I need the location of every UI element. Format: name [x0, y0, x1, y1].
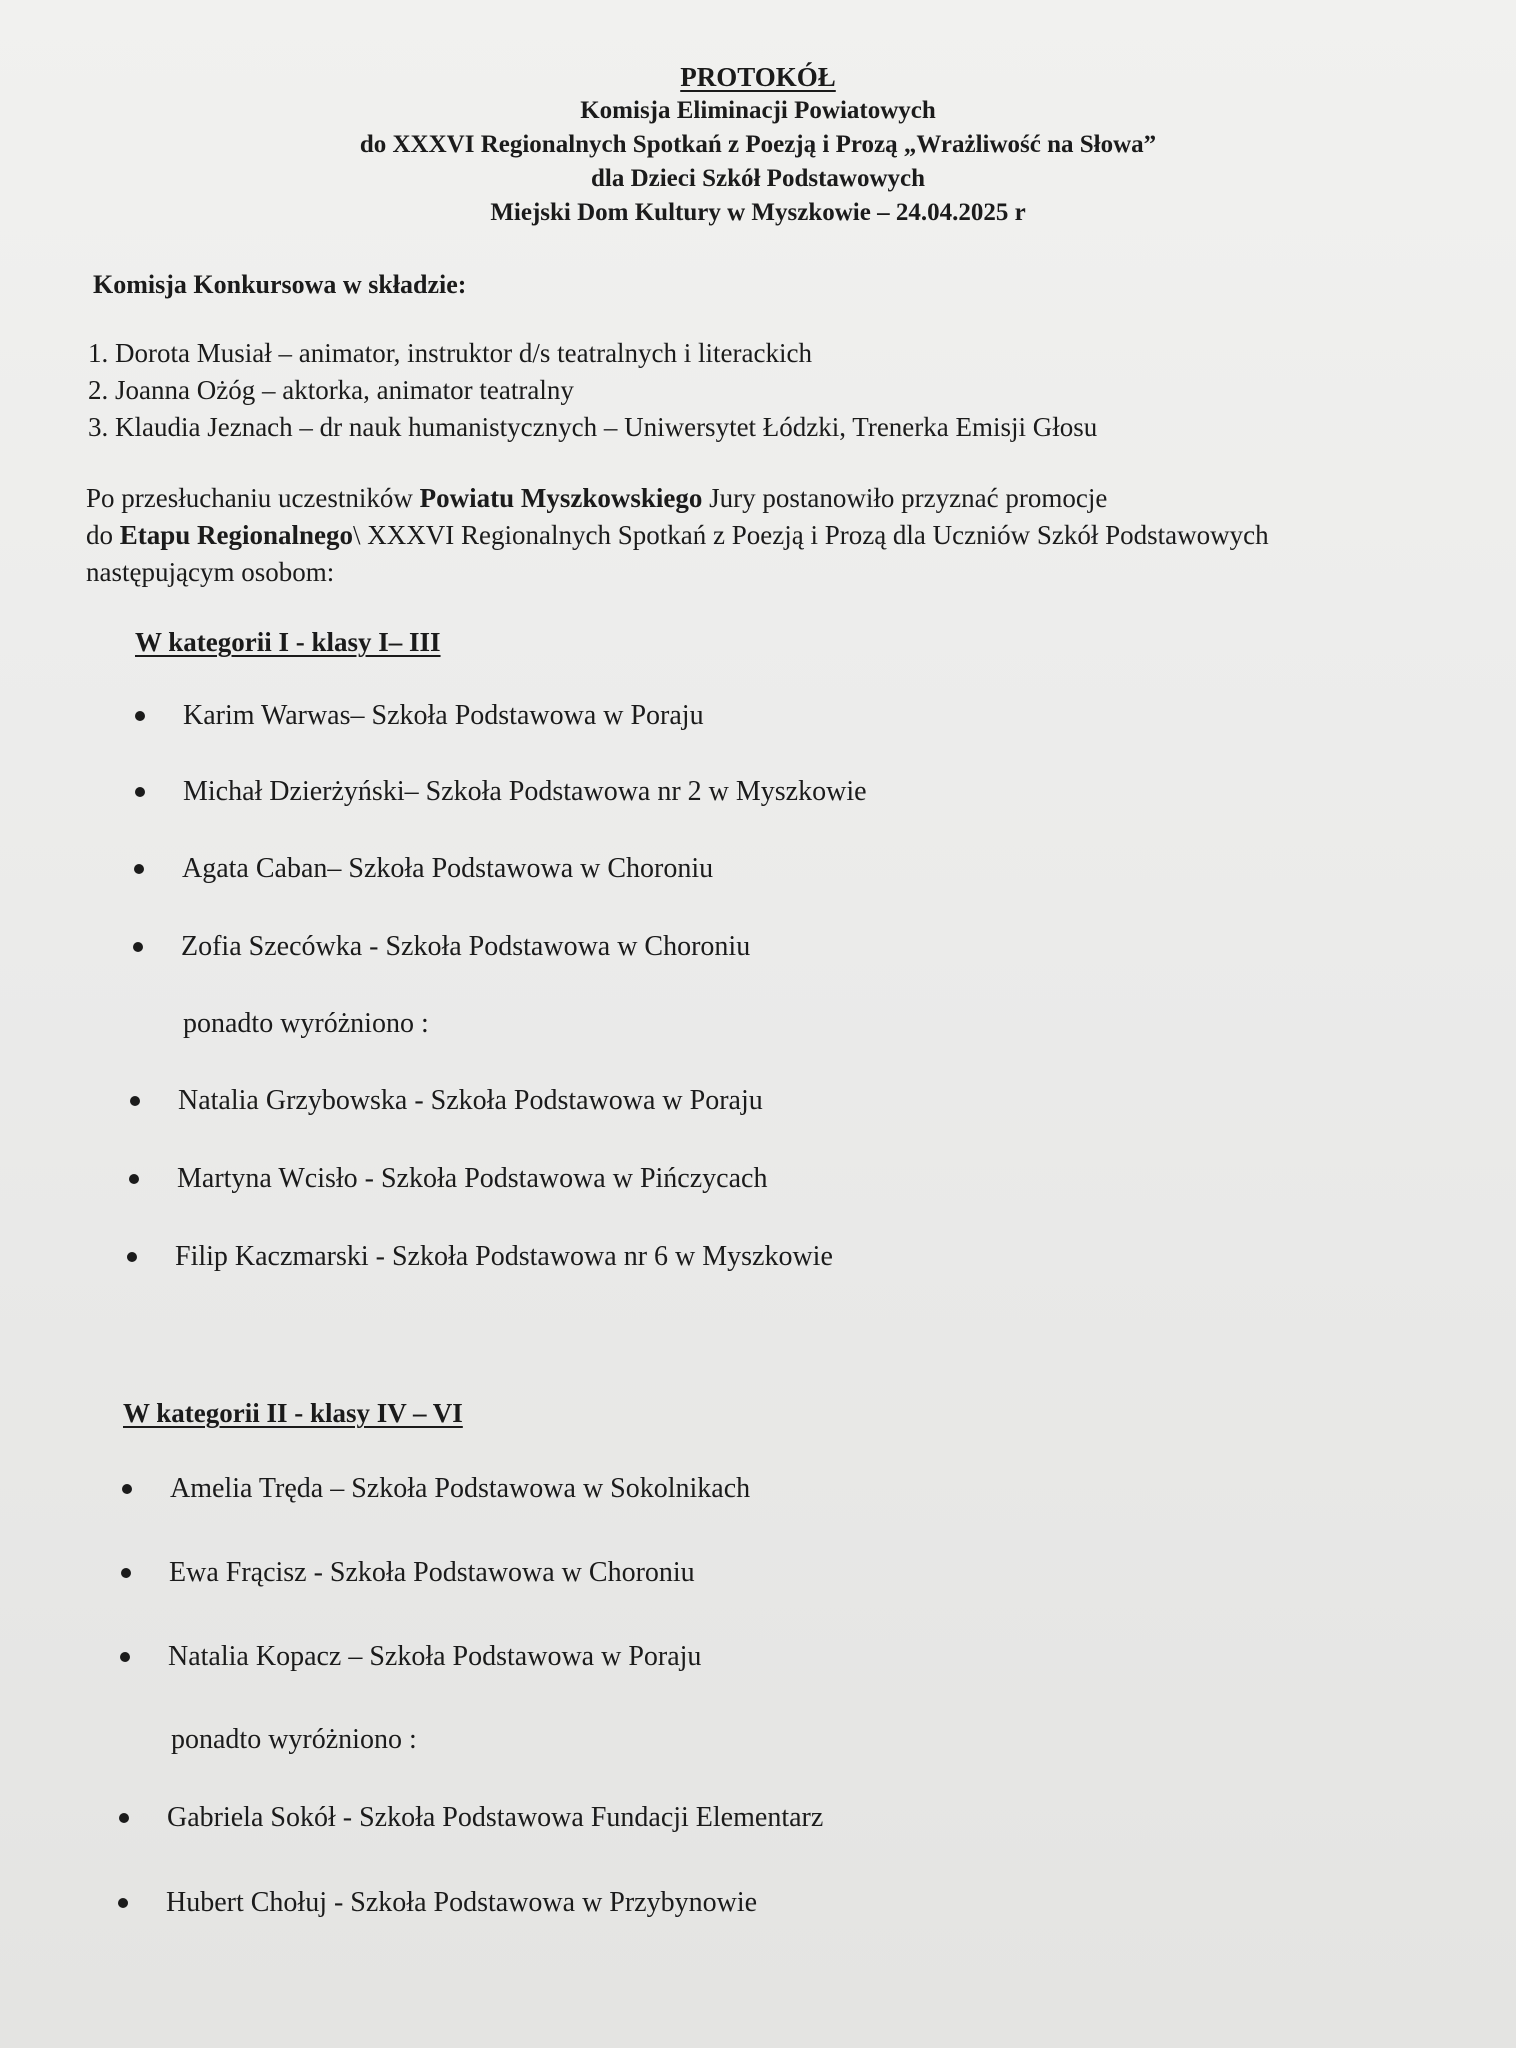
- document-title: PROTOKÓŁ: [680, 62, 836, 92]
- intro-line: [86, 480, 1486, 517]
- intro-bold-district: Powiatu Myszkowskiego: [419, 483, 703, 513]
- bullet-icon: [135, 711, 145, 721]
- list-item-text: Filip Kaczmarski - Szkoła Podstawowa nr 6 w Myszkowie: [175, 1241, 833, 1272]
- category-2-heading: W kategorii II - klasy IV – VI: [123, 1398, 463, 1428]
- list-item: [134, 853, 713, 885]
- list-item-text: Natalia Grzybowska - Szkoła Podstawowa w Poraju: [178, 1085, 763, 1116]
- commission-members-list: [88, 335, 1097, 446]
- list-item: [130, 1085, 763, 1117]
- bullet-icon: [120, 1652, 130, 1662]
- bullet-icon: [133, 942, 143, 952]
- header-line-event: do XXXVI Regionalnych Spotkań z Poezją i Prozą „Wrażliwość na Słowa”: [359, 131, 1157, 158]
- bullet-icon: [122, 1484, 132, 1494]
- intro-text: Jury postanowiło przyznać promocje: [702, 483, 1108, 513]
- header-line-audience: dla Dzieci Szkół Podstawowych: [590, 165, 926, 192]
- list-item: [135, 776, 867, 808]
- category-1-heading: W kategorii I - klasy I– III: [135, 627, 441, 657]
- header-line-commission: Komisja Eliminacji Powiatowych: [580, 97, 936, 124]
- list-item-text: Gabriela Sokół - Szkoła Podstawowa Fundacji Elementarz: [167, 1802, 824, 1833]
- list-item: [129, 1163, 767, 1195]
- list-item: [133, 931, 750, 963]
- list-item-text: Agata Caban– Szkoła Podstawowa w Choroniu: [182, 853, 714, 884]
- list-item-text: Natalia Kopacz – Szkoła Podstawowa w Poraju: [168, 1641, 702, 1672]
- list-item: [121, 1557, 695, 1589]
- list-item: [118, 1887, 757, 1919]
- list-item-text: Martyna Wcisło - Szkoła Podstawowa w Pińczycach: [177, 1163, 768, 1194]
- list-item: [127, 1241, 833, 1273]
- intro-text: do: [86, 520, 120, 550]
- commission-member: 1. Dorota Musiał – animator, instruktor d/s teatralnych i literackich: [88, 338, 812, 368]
- distinction-label: ponadto wyróżniono :: [171, 1724, 417, 1755]
- bullet-icon: [130, 1096, 140, 1106]
- intro-text: Po przesłuchaniu uczestników: [86, 483, 420, 513]
- list-item-text: Amelia Tręda – Szkoła Podstawowa w Sokolnikach: [170, 1473, 751, 1504]
- intro-paragraph: [86, 480, 1486, 591]
- list-item: [122, 1473, 750, 1505]
- distinction-label: ponadto wyróżniono :: [183, 1008, 429, 1039]
- list-item-text: Ewa Frącisz - Szkoła Podstawowa w Choroniu: [169, 1557, 695, 1588]
- bullet-icon: [135, 787, 145, 797]
- list-item: [135, 700, 704, 732]
- bullet-icon: [134, 864, 144, 874]
- list-item: [119, 1802, 823, 1834]
- list-item-text: Zofia Szecówka - Szkoła Podstawowa w Choroniu: [181, 931, 751, 962]
- commission-heading: Komisja Konkursowa w składzie:: [93, 270, 467, 299]
- list-item-text: Michał Dzierżyński– Szkoła Podstawowa nr 2 w Myszkowie: [183, 776, 867, 807]
- document-header: [0, 60, 1516, 230]
- list-item: [120, 1641, 701, 1673]
- bullet-icon: [127, 1252, 137, 1262]
- commission-member: 2. Joanna Ożóg – aktorka, animator teatralny: [88, 375, 574, 405]
- bullet-icon: [129, 1174, 139, 1184]
- intro-bold-stage: Etapu Regionalnego: [119, 520, 354, 550]
- bullet-icon: [121, 1568, 131, 1578]
- list-item-text: Hubert Chołuj - Szkoła Podstawowa w Przybynowie: [166, 1887, 758, 1918]
- intro-text: \ XXXVI Regionalnych Spotkań z Poezją i Prozą dla Uczniów Szkół Podstawowych: [353, 520, 1269, 550]
- header-line-venue-date: Miejski Dom Kultury w Myszkowie – 24.04.2025 r: [490, 199, 1026, 226]
- bullet-icon: [119, 1813, 129, 1823]
- intro-line: [86, 517, 1486, 554]
- commission-member: 3. Klaudia Jeznach – dr nauk humanistycznych – Uniwersytet Łódzki, Trenerka Emisji Głosu: [88, 412, 1098, 442]
- intro-line: następującym osobom:: [86, 557, 335, 587]
- list-item-text: Karim Warwas– Szkoła Podstawowa w Poraju: [183, 700, 704, 731]
- bullet-icon: [118, 1898, 128, 1908]
